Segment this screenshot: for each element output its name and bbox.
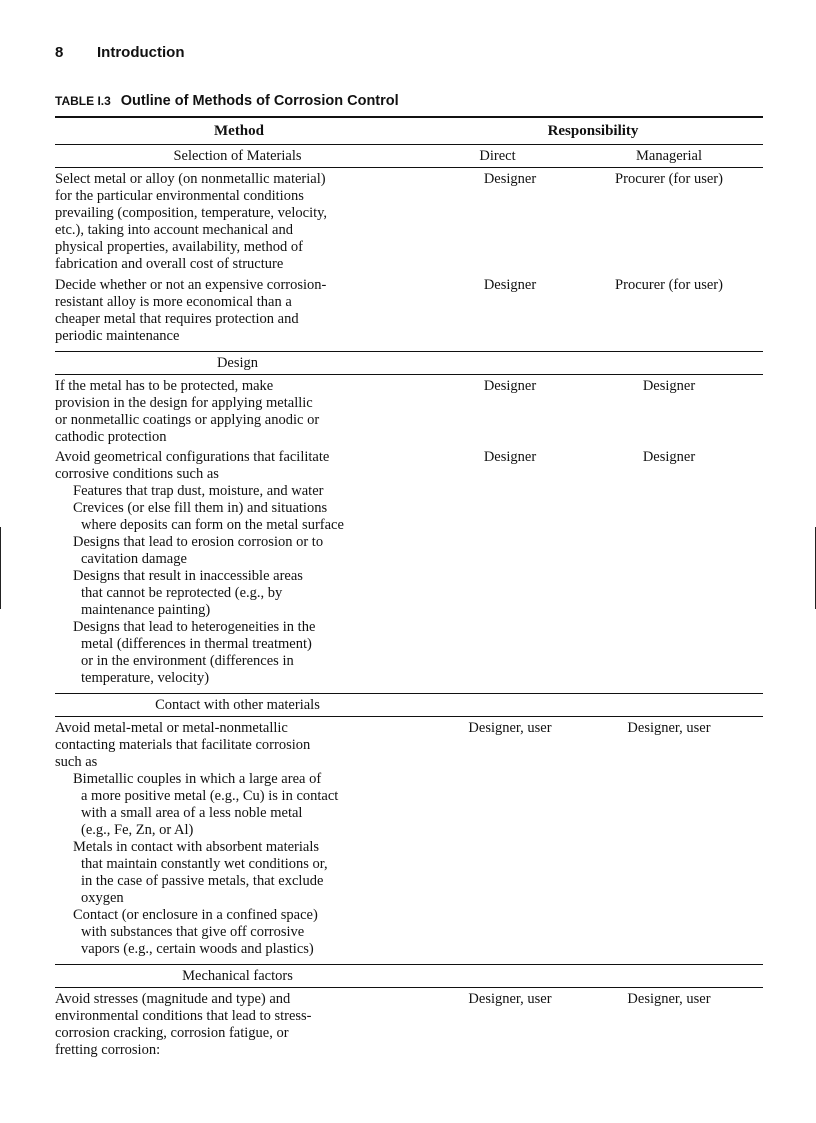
text-line: Designs that lead to heterogeneities in the: [73, 619, 316, 635]
section-heading-mechanical: [55, 965, 763, 987]
method-cell: [55, 449, 445, 687]
text-line: contacting materials that facilitate corrosion: [55, 737, 311, 753]
text-line: corrosive conditions such as: [55, 466, 219, 482]
table-row: [55, 449, 763, 687]
text-line: vapors (e.g., certain woods and plastics): [81, 941, 314, 957]
table-title: Outline of Methods of Corrosion Control: [120, 93, 399, 109]
text-line: (e.g., Fe, Zn, or Al): [81, 822, 194, 838]
table-caption: [55, 93, 399, 109]
text-line: corrosion cracking, corrosion fatigue, or: [55, 1025, 289, 1041]
table-row: [55, 378, 763, 446]
responsibility-column-header: Responsibility: [547, 122, 639, 139]
table-row: [55, 720, 763, 958]
section-heading-design: [55, 352, 763, 374]
managerial-cell: Designer: [642, 449, 696, 465]
corrosion-control-table: [55, 116, 763, 1059]
text-line: Metals in contact with absorbent materials: [73, 839, 320, 855]
text-line: If the metal has to be protected, make: [55, 378, 274, 394]
direct-cell: Designer: [483, 378, 537, 394]
text-line: environmental conditions that lead to stress-: [55, 1008, 312, 1024]
text-line: Avoid stresses (magnitude and type) and: [55, 991, 291, 1007]
text-line: cavitation damage: [81, 551, 187, 567]
text-line: provision in the design for applying metallic: [55, 395, 313, 411]
text-line: where deposits can form on the metal surface: [81, 517, 344, 533]
text-line: Features that trap dust, moisture, and water: [73, 483, 324, 499]
running-title: Introduction: [97, 44, 185, 61]
section-title: Contact with other materials: [155, 696, 320, 713]
direct-cell: Designer, user: [468, 991, 552, 1007]
text-line: Avoid metal-metal or metal-nonmetallic: [55, 720, 288, 736]
text-line: Designs that result in inaccessible areas: [73, 568, 303, 584]
text-line: Crevices (or else fill them in) and situations: [73, 500, 328, 516]
text-line: prevailing (composition, temperature, velocity,: [55, 205, 328, 221]
text-line: that cannot be reprotected (e.g., by: [81, 585, 283, 601]
text-line: temperature, velocity): [81, 670, 210, 686]
section-title: Selection of Materials: [173, 147, 302, 164]
text-line: or in the environment (differences in: [81, 653, 294, 669]
method-cell: [55, 378, 445, 446]
column-header-row: [55, 118, 763, 144]
table-row: [55, 171, 763, 273]
section-title: Design: [216, 354, 259, 371]
text-line: for the particular environmental conditions: [55, 188, 304, 204]
table-label: TABLE I.3: [55, 94, 111, 108]
section-title: Mechanical factors: [182, 967, 293, 984]
text-line: Select metal or alloy (on nonmetallic material): [55, 171, 326, 187]
direct-cell: Designer: [483, 449, 537, 465]
managerial-subheader: Managerial: [635, 147, 703, 164]
text-line: in the case of passive metals, that exclude: [81, 873, 324, 889]
text-line: such as: [55, 754, 98, 770]
method-cell: [55, 277, 445, 345]
text-line: physical properties, availability, method of: [55, 239, 303, 255]
direct-cell: Designer: [483, 171, 537, 187]
text-line: fabrication and overall cost of structure: [55, 256, 284, 272]
text-line: Avoid geometrical configurations that facilitate: [55, 449, 330, 465]
direct-subheader: Direct: [479, 147, 516, 164]
page-number: 8: [55, 44, 64, 61]
text-line: cathodic protection: [55, 429, 167, 445]
text-line: cheaper metal that requires protection and: [55, 311, 299, 327]
text-line: Designs that lead to erosion corrosion or to: [73, 534, 324, 550]
text-line: periodic maintenance: [55, 328, 180, 344]
managerial-cell: Procurer (for user): [615, 277, 723, 293]
section-heading-contact: [55, 694, 763, 716]
table-row: [55, 991, 763, 1059]
table-row: [55, 277, 763, 345]
direct-cell: Designer: [483, 277, 537, 293]
text-line: Contact (or enclosure in a confined space): [73, 907, 318, 923]
managerial-cell: Procurer (for user): [615, 171, 723, 187]
text-line: with a small area of a less noble metal: [81, 805, 303, 821]
section-heading-selection: [55, 145, 763, 167]
text-line: oxygen: [81, 890, 124, 906]
text-line: Decide whether or not an expensive corrosion-: [55, 277, 327, 293]
managerial-cell: Designer: [642, 378, 696, 394]
text-line: maintenance painting): [81, 602, 211, 618]
managerial-cell: Designer, user: [627, 720, 711, 736]
text-line: metal (differences in thermal treatment): [81, 636, 312, 652]
text-line: with substances that give off corrosive: [81, 924, 305, 940]
managerial-cell: Designer, user: [627, 991, 711, 1007]
method-cell: [55, 991, 445, 1059]
method-cell: [55, 171, 445, 273]
method-column-header: Method: [214, 122, 264, 139]
text-line: that maintain constantly wet conditions or,: [81, 856, 328, 872]
text-line: etc.), taking into account mechanical and: [55, 222, 293, 238]
text-line: Bimetallic couples in which a large area of: [73, 771, 322, 787]
left-edge-mark: [0, 527, 1, 609]
page-header: [55, 44, 184, 61]
direct-cell: Designer, user: [468, 720, 552, 736]
text-line: resistant alloy is more economical than a: [55, 294, 292, 310]
text-line: or nonmetallic coatings or applying anodic or: [55, 412, 320, 428]
text-line: a more positive metal (e.g., Cu) is in contact: [81, 788, 339, 804]
text-line: fretting corrosion:: [55, 1042, 161, 1058]
method-cell: [55, 720, 445, 958]
